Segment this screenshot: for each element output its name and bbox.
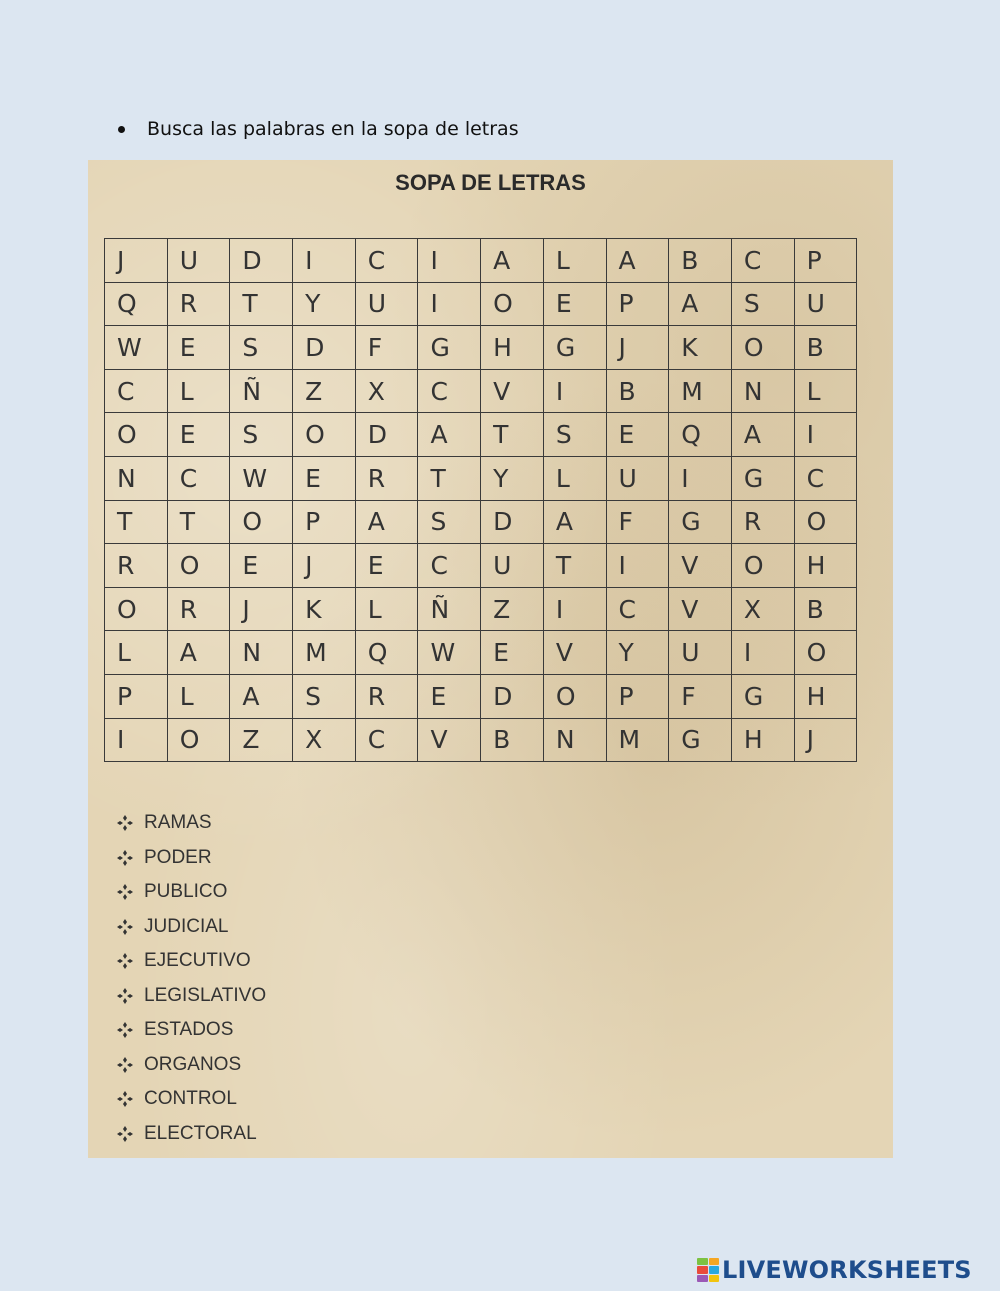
diamond-bullet-icon xyxy=(116,1021,134,1039)
grid-cell[interactable]: L xyxy=(105,631,168,675)
grid-row xyxy=(105,500,857,544)
grid-cell[interactable]: G xyxy=(418,326,481,370)
grid-cell[interactable]: T xyxy=(167,500,230,544)
word-label: RAMAS xyxy=(144,812,212,834)
grid-cell[interactable]: J xyxy=(293,544,356,588)
grid-cell[interactable]: F xyxy=(669,674,732,718)
grid-cell[interactable]: Z xyxy=(230,718,293,762)
grid-cell[interactable]: S xyxy=(293,674,356,718)
grid-cell[interactable]: L xyxy=(543,456,606,500)
grid-cell[interactable]: I xyxy=(606,544,669,588)
grid-cell[interactable]: U xyxy=(606,456,669,500)
grid-cell[interactable]: C xyxy=(418,544,481,588)
grid-cell[interactable]: R xyxy=(731,500,794,544)
grid-cell[interactable]: V xyxy=(418,718,481,762)
grid-cell[interactable]: I xyxy=(669,456,732,500)
grid-cell[interactable]: F xyxy=(355,326,418,370)
grid-cell[interactable]: E xyxy=(230,544,293,588)
grid-cell[interactable]: Ñ xyxy=(230,369,293,413)
grid-cell[interactable]: D xyxy=(293,326,356,370)
grid-cell[interactable]: H xyxy=(731,718,794,762)
grid-cell[interactable]: G xyxy=(731,456,794,500)
word-label: ORGANOS xyxy=(144,1053,242,1075)
grid-row xyxy=(105,282,857,326)
grid-cell[interactable]: E xyxy=(543,282,606,326)
grid-cell[interactable]: M xyxy=(293,631,356,675)
grid-cell[interactable]: A xyxy=(355,500,418,544)
grid-cell[interactable]: I xyxy=(543,587,606,631)
diamond-bullet-icon xyxy=(116,849,134,867)
grid-cell[interactable]: T xyxy=(481,413,544,457)
word-list-item xyxy=(116,875,266,910)
grid-cell[interactable]: W xyxy=(230,456,293,500)
grid-cell[interactable]: K xyxy=(293,587,356,631)
grid-cell[interactable]: Y xyxy=(293,282,356,326)
grid-row xyxy=(105,239,857,283)
grid-cell[interactable]: Z xyxy=(481,587,544,631)
word-list-item xyxy=(116,1082,266,1117)
grid-cell[interactable]: I xyxy=(105,718,168,762)
grid-cell[interactable]: L xyxy=(794,369,857,413)
grid-cell[interactable]: X xyxy=(355,369,418,413)
grid-cell[interactable]: D xyxy=(481,500,544,544)
grid-cell[interactable]: B xyxy=(794,326,857,370)
diamond-bullet-icon xyxy=(116,1090,134,1108)
word-list-item xyxy=(116,1117,266,1152)
instruction-text: Busca las palabras en la sopa de letras xyxy=(147,118,519,140)
grid-cell[interactable]: A xyxy=(481,239,544,283)
grid-cell[interactable]: R xyxy=(167,587,230,631)
grid-cell[interactable]: D xyxy=(355,413,418,457)
word-list-item xyxy=(116,1013,266,1048)
word-label: PODER xyxy=(144,846,212,868)
grid-cell[interactable]: C xyxy=(606,587,669,631)
diamond-bullet-icon xyxy=(116,1056,134,1074)
grid-cell[interactable]: O xyxy=(794,631,857,675)
word-list-item xyxy=(116,944,266,979)
grid-cell[interactable]: T xyxy=(543,544,606,588)
grid-cell[interactable]: P xyxy=(794,239,857,283)
liveworksheets-logo-icon xyxy=(697,1258,719,1282)
grid-row xyxy=(105,631,857,675)
grid-cell[interactable]: O xyxy=(105,587,168,631)
grid-cell[interactable]: Y xyxy=(606,631,669,675)
grid-cell[interactable]: O xyxy=(731,326,794,370)
grid-cell[interactable]: M xyxy=(606,718,669,762)
grid-cell[interactable]: J xyxy=(606,326,669,370)
grid-cell[interactable]: U xyxy=(355,282,418,326)
grid-cell[interactable]: H xyxy=(794,674,857,718)
logo-text: LIVEWORKSHEETS xyxy=(722,1256,972,1284)
grid-cell[interactable]: G xyxy=(669,718,732,762)
grid-cell[interactable]: J xyxy=(105,239,168,283)
word-label: PUBLICO xyxy=(144,881,228,903)
diamond-bullet-icon xyxy=(116,987,134,1005)
grid-cell[interactable]: N xyxy=(731,369,794,413)
grid-cell[interactable]: Z xyxy=(293,369,356,413)
grid-row xyxy=(105,674,857,718)
grid-cell[interactable]: K xyxy=(669,326,732,370)
grid-cell[interactable]: S xyxy=(418,500,481,544)
word-list-item xyxy=(116,841,266,876)
grid-cell[interactable]: U xyxy=(669,631,732,675)
grid-cell[interactable]: G xyxy=(669,500,732,544)
grid-cell[interactable]: J xyxy=(794,718,857,762)
grid-cell[interactable]: I xyxy=(418,282,481,326)
grid-cell[interactable]: O xyxy=(167,544,230,588)
grid-cell[interactable]: L xyxy=(543,239,606,283)
grid-cell[interactable]: R xyxy=(105,544,168,588)
grid-cell[interactable]: O xyxy=(481,282,544,326)
grid-cell[interactable]: V xyxy=(669,544,732,588)
diamond-bullet-icon xyxy=(116,952,134,970)
grid-cell[interactable]: M xyxy=(669,369,732,413)
grid-cell[interactable]: S xyxy=(543,413,606,457)
word-list-item xyxy=(116,979,266,1014)
grid-cell[interactable]: N xyxy=(543,718,606,762)
grid-cell[interactable]: T xyxy=(418,456,481,500)
diamond-bullet-icon xyxy=(116,918,134,936)
grid-cell[interactable]: D xyxy=(230,239,293,283)
grid-cell[interactable]: B xyxy=(606,369,669,413)
grid-cell[interactable]: U xyxy=(481,544,544,588)
grid-cell[interactable]: X xyxy=(731,587,794,631)
grid-cell[interactable]: Y xyxy=(481,456,544,500)
grid-cell[interactable]: N xyxy=(105,456,168,500)
grid-cell[interactable]: Q xyxy=(669,413,732,457)
grid-cell[interactable]: N xyxy=(230,631,293,675)
grid-row xyxy=(105,587,857,631)
grid-cell[interactable]: C xyxy=(355,239,418,283)
liveworksheets-logo[interactable] xyxy=(697,1256,972,1284)
grid-cell[interactable]: V xyxy=(481,369,544,413)
word-list xyxy=(116,806,266,1151)
grid-cell[interactable]: G xyxy=(731,674,794,718)
grid-cell[interactable]: P xyxy=(105,674,168,718)
grid-cell[interactable]: X xyxy=(293,718,356,762)
grid-cell[interactable]: S xyxy=(731,282,794,326)
grid-row xyxy=(105,326,857,370)
grid-cell[interactable]: C xyxy=(167,456,230,500)
diamond-bullet-icon xyxy=(116,1125,134,1143)
grid-cell[interactable]: O xyxy=(293,413,356,457)
word-list-item xyxy=(116,1048,266,1083)
grid-cell[interactable]: A xyxy=(167,631,230,675)
grid-row xyxy=(105,544,857,588)
grid-cell[interactable]: L xyxy=(167,369,230,413)
grid-cell[interactable]: R xyxy=(167,282,230,326)
grid-cell[interactable]: A xyxy=(606,239,669,283)
word-label: ELECTORAL xyxy=(144,1122,257,1144)
grid-cell[interactable]: L xyxy=(355,587,418,631)
grid-cell[interactable]: I xyxy=(418,239,481,283)
grid-cell[interactable]: Q xyxy=(105,282,168,326)
grid-cell[interactable]: E xyxy=(355,544,418,588)
grid-row xyxy=(105,718,857,762)
word-label: EJECUTIVO xyxy=(144,950,251,972)
grid-cell[interactable]: T xyxy=(230,282,293,326)
grid-cell[interactable]: O xyxy=(167,718,230,762)
grid-cell[interactable]: I xyxy=(794,413,857,457)
grid-cell[interactable]: H xyxy=(794,544,857,588)
grid-row xyxy=(105,369,857,413)
grid-cell[interactable]: I xyxy=(543,369,606,413)
word-search-sheet xyxy=(88,160,893,1158)
grid-cell[interactable]: S xyxy=(230,413,293,457)
grid-cell[interactable]: V xyxy=(669,587,732,631)
grid-cell[interactable]: S xyxy=(230,326,293,370)
bullet-icon xyxy=(118,126,125,133)
grid-cell[interactable]: H xyxy=(481,326,544,370)
grid-cell[interactable]: A xyxy=(669,282,732,326)
grid-cell[interactable]: O xyxy=(794,500,857,544)
grid-cell[interactable]: A xyxy=(543,500,606,544)
word-label: ESTADOS xyxy=(144,1019,234,1041)
diamond-bullet-icon xyxy=(116,814,134,832)
grid-cell[interactable]: J xyxy=(230,587,293,631)
grid-cell[interactable]: O xyxy=(543,674,606,718)
grid-cell[interactable]: B xyxy=(794,587,857,631)
grid-cell[interactable]: Ñ xyxy=(418,587,481,631)
instruction xyxy=(118,118,519,140)
grid-cell[interactable]: P xyxy=(606,674,669,718)
letter-grid xyxy=(104,238,857,762)
grid-cell[interactable]: P xyxy=(293,500,356,544)
grid-cell[interactable]: C xyxy=(105,369,168,413)
grid-cell[interactable]: O xyxy=(105,413,168,457)
grid-cell[interactable]: U xyxy=(167,239,230,283)
word-list-item xyxy=(116,910,266,945)
grid-cell[interactable]: E xyxy=(481,631,544,675)
diamond-bullet-icon xyxy=(116,883,134,901)
grid-cell[interactable]: O xyxy=(731,544,794,588)
grid-cell[interactable]: G xyxy=(543,326,606,370)
grid-cell[interactable]: E xyxy=(606,413,669,457)
grid-cell[interactable]: U xyxy=(794,282,857,326)
grid-row xyxy=(105,456,857,500)
grid-cell[interactable]: W xyxy=(105,326,168,370)
grid-cell[interactable]: F xyxy=(606,500,669,544)
grid-cell[interactable]: W xyxy=(418,631,481,675)
grid-cell[interactable]: E xyxy=(418,674,481,718)
grid-cell[interactable]: E xyxy=(167,326,230,370)
word-label: LEGISLATIVO xyxy=(144,984,267,1006)
grid-cell[interactable]: R xyxy=(355,456,418,500)
grid-cell[interactable]: Q xyxy=(355,631,418,675)
grid-cell[interactable]: C xyxy=(418,369,481,413)
grid-cell[interactable]: A xyxy=(230,674,293,718)
grid-cell[interactable]: P xyxy=(606,282,669,326)
grid-cell[interactable]: A xyxy=(418,413,481,457)
word-label: CONTROL xyxy=(144,1088,237,1110)
grid-row xyxy=(105,413,857,457)
grid-cell[interactable]: B xyxy=(669,239,732,283)
grid-cell[interactable]: D xyxy=(481,674,544,718)
word-label: JUDICIAL xyxy=(144,915,229,937)
grid-cell[interactable]: T xyxy=(105,500,168,544)
grid-cell[interactable]: B xyxy=(481,718,544,762)
puzzle-title: SOPA DE LETRAS xyxy=(395,170,586,195)
grid-cell[interactable]: I xyxy=(293,239,356,283)
grid-cell[interactable]: E xyxy=(167,413,230,457)
grid-cell[interactable]: V xyxy=(543,631,606,675)
grid-cell[interactable]: I xyxy=(731,631,794,675)
grid-cell[interactable]: C xyxy=(355,718,418,762)
grid-cell[interactable]: O xyxy=(230,500,293,544)
grid-cell[interactable]: A xyxy=(731,413,794,457)
grid-cell[interactable]: C xyxy=(794,456,857,500)
grid-cell[interactable]: L xyxy=(167,674,230,718)
grid-cell[interactable]: C xyxy=(731,239,794,283)
grid-cell[interactable]: E xyxy=(293,456,356,500)
word-list-item xyxy=(116,806,266,841)
grid-cell[interactable]: R xyxy=(355,674,418,718)
